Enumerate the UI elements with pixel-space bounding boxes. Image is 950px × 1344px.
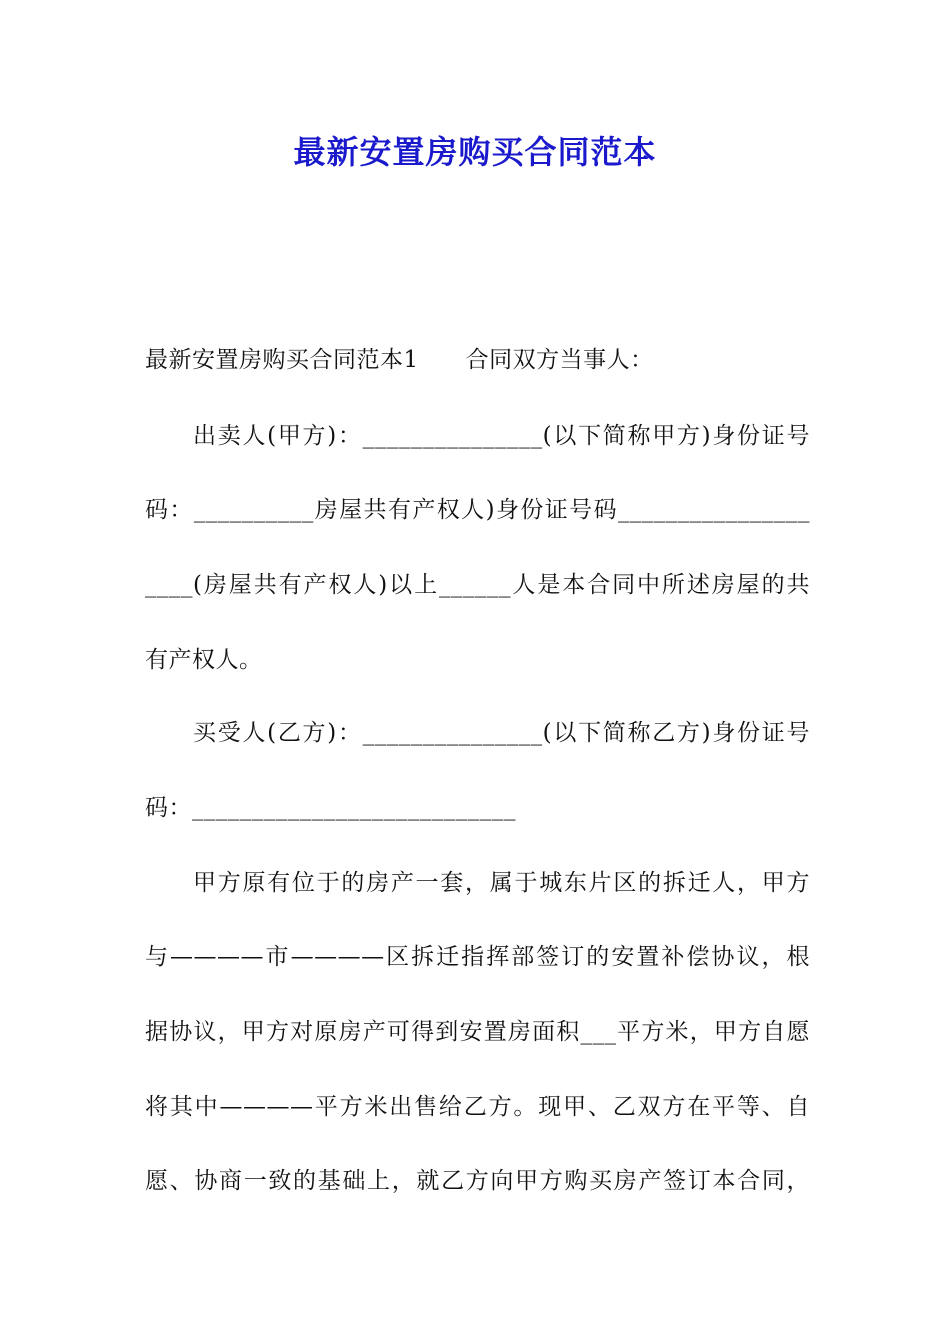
text-line-body-5: 愿、协商一致的基础上，就乙方向甲方购买房产签订本合同， bbox=[145, 1168, 810, 1194]
text-line-intro: 最新安置房购买合同范本1 合同双方当事人： bbox=[145, 347, 654, 373]
document-title: 最新安置房购买合同范本 bbox=[293, 133, 657, 171]
text-line-body-2: 与————市————区拆迁指挥部签订的安置补偿协议，根 bbox=[145, 944, 810, 970]
text-line-body-1: 甲方原有位于的房产一套，属于城东片区的拆迁人，甲方 bbox=[193, 870, 810, 896]
text-line-body-3: 据协议，甲方对原房产可得到安置房面积___平方米，甲方自愿 bbox=[145, 1019, 810, 1045]
text-line-buyer: 买受人(乙方)：_______________(以下简称乙方)身份证号 bbox=[193, 720, 810, 746]
text-line-seller: 出卖人(甲方)：_______________(以下简称甲方)身份证号 bbox=[193, 423, 810, 449]
text-line-co-owner: ____(房屋共有产权人)以上______人是本合同中所述房屋的共 bbox=[145, 572, 810, 598]
text-line-buyer-id: 码：___________________________ bbox=[145, 795, 516, 821]
text-line-co-owner-end: 有产权人。 bbox=[145, 647, 263, 673]
text-line-seller-id: 码：__________房屋共有产权人)身份证号码________________ bbox=[145, 497, 810, 523]
text-line-body-4: 将其中————平方米出售给乙方。现甲、乙双方在平等、自 bbox=[145, 1094, 810, 1120]
